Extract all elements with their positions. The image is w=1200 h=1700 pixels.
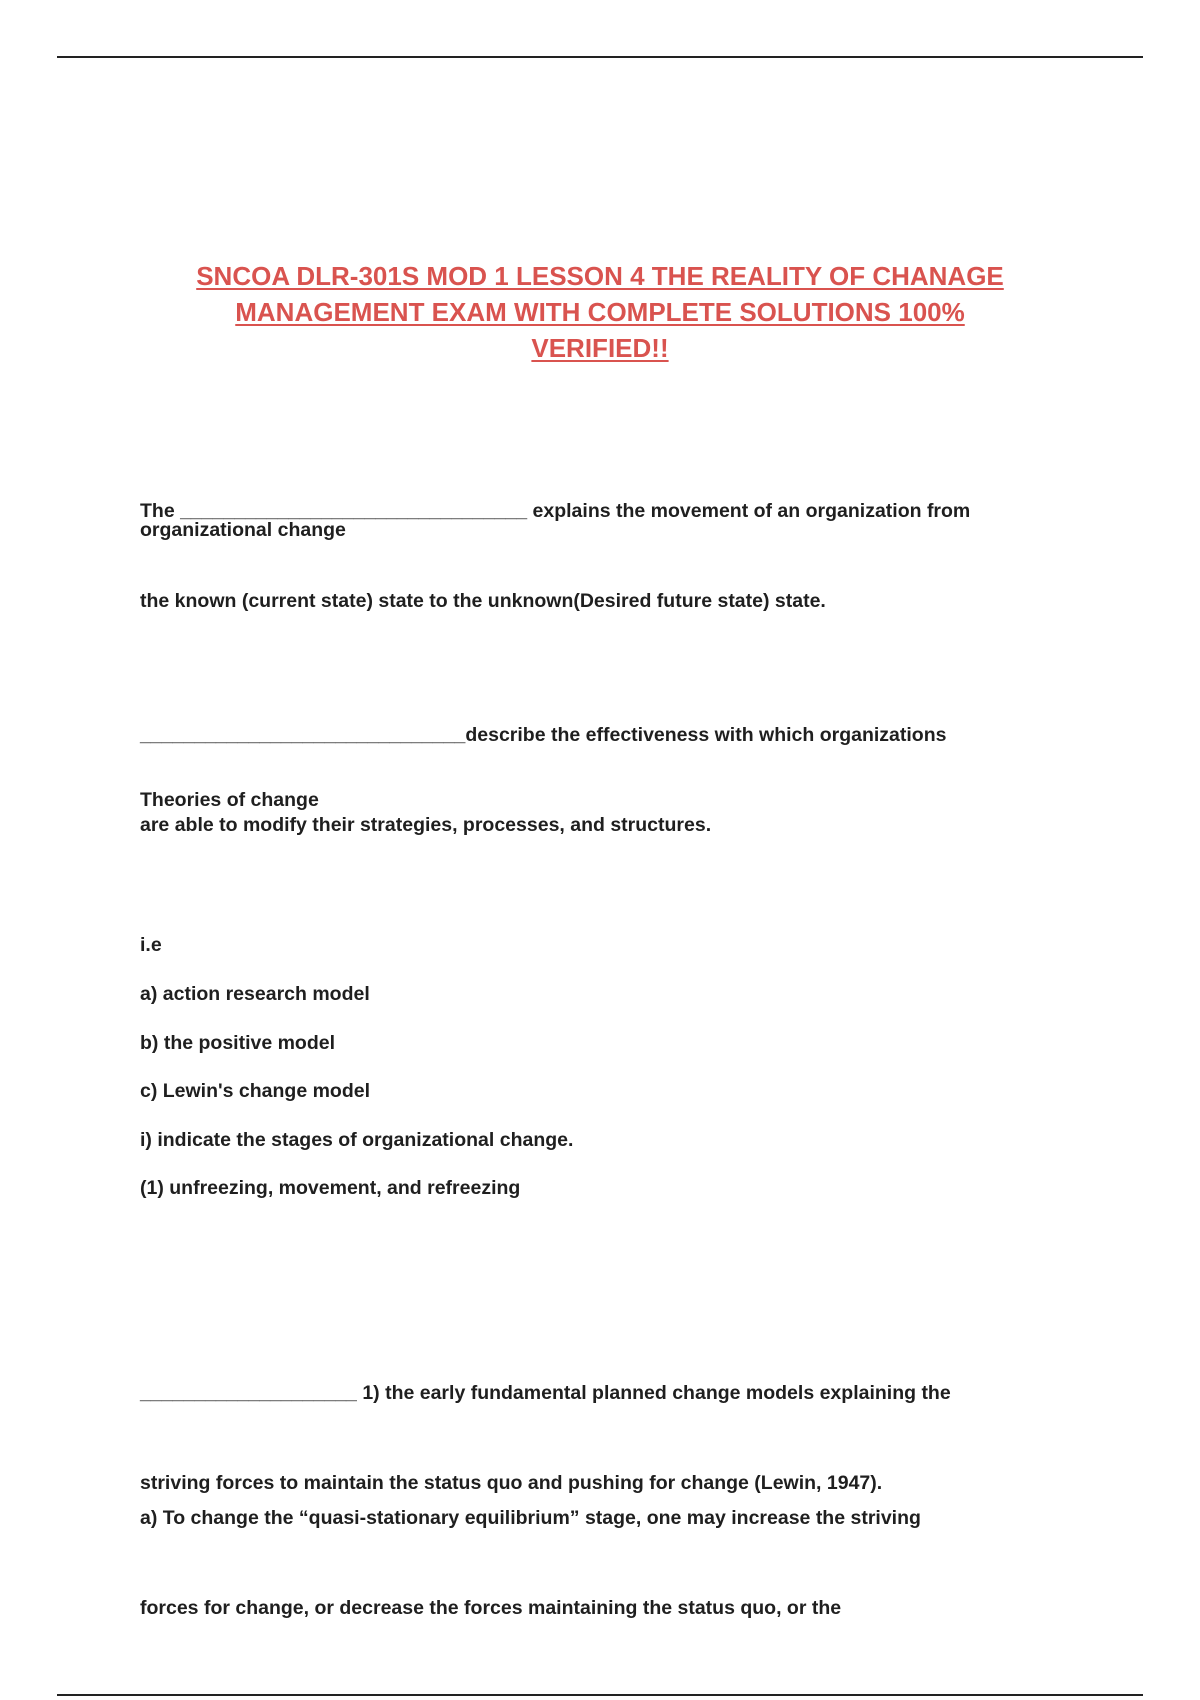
answer-1: organizational change	[140, 519, 346, 541]
list-item: i) indicate the stages of organizational change.	[140, 1129, 574, 1151]
question-2	[140, 660, 1060, 870]
question-4	[140, 1443, 1060, 1653]
question-2-line-2: are able to modify their strategies, processes, and structures.	[140, 814, 712, 836]
question-3-line-2: striving forces to maintain the status quo and pushing for change (Lewin, 1947).	[140, 1472, 883, 1494]
footer-rule	[57, 1694, 1143, 1696]
list-item: (1) unfreezing, movement, and refreezing	[140, 1177, 521, 1199]
title-line-2: MANAGEMENT EXAM WITH COMPLETE SOLUTIONS 100%	[235, 297, 965, 327]
question-3-line-1: ____________________ 1) the early fundamental planned change models explaining the	[140, 1382, 951, 1404]
title-line-1: SNCOA DLR-301S MOD 1 LESSON 4 THE REALITY OF CHANAGE	[196, 261, 1004, 291]
list-item: a) action research model	[140, 983, 370, 1005]
question-4-line-1: a) To change the “quasi-stationary equilibrium” stage, one may increase the striving	[140, 1507, 921, 1529]
question-2-line-1: ______________________________describe the effectiveness with which organizations	[140, 724, 947, 746]
question-1-line-2: the known (current state) state to the unknown(Desired future state) state.	[140, 590, 826, 612]
title-line-3: VERIFIED!!	[531, 333, 669, 363]
question-4-line-2: forces for change, or decrease the forces maintaining the status quo, or the	[140, 1597, 842, 1619]
list-intro: i.e	[140, 934, 162, 956]
answer-2: Theories of change	[140, 789, 319, 811]
list-item: c) Lewin's change model	[140, 1080, 371, 1102]
header-rule	[57, 56, 1143, 58]
question-1-line-1: The ________________________________ explains the movement of an organization from	[140, 500, 971, 522]
document-title	[100, 258, 1100, 366]
list-item: b) the positive model	[140, 1032, 336, 1054]
